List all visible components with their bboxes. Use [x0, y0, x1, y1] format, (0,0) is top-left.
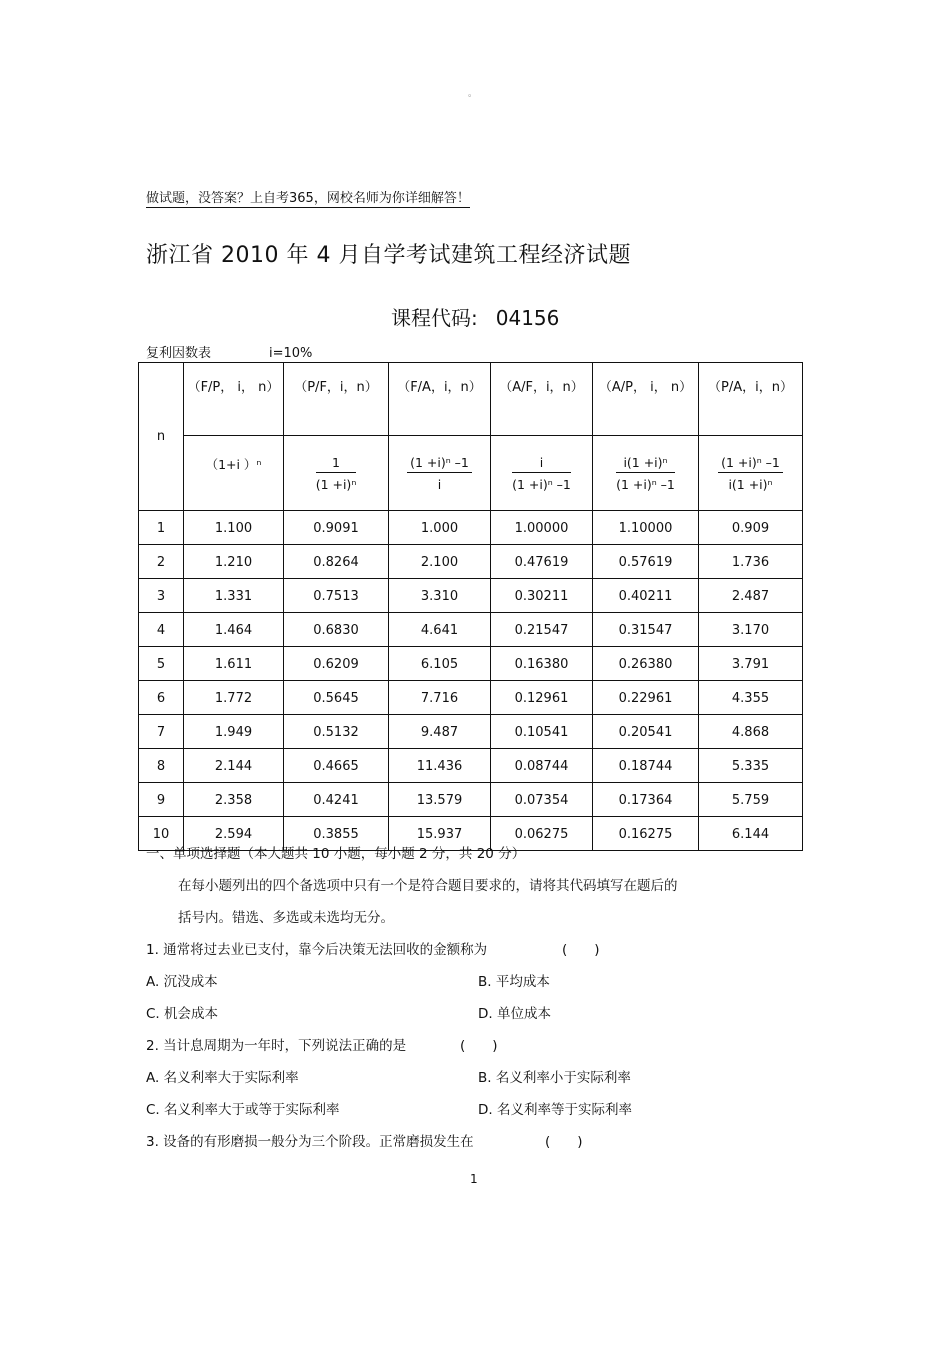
header-fa	[389, 363, 491, 436]
table-cell: 0.30211	[491, 579, 593, 613]
table-cell: 0.18744	[593, 749, 699, 783]
header-fp	[184, 363, 284, 436]
table-cell: 1.736	[699, 545, 803, 579]
table-cell: 0.6209	[284, 647, 389, 681]
numerator: i	[512, 455, 571, 473]
formula-fp-text: （1+i ）ⁿ	[205, 457, 262, 472]
table-cell: 0.26380	[593, 647, 699, 681]
n-header: n	[139, 363, 184, 511]
compound-interest-table	[138, 362, 803, 851]
page-number: 1	[470, 1172, 478, 1186]
question-1-option-c[interactable]: C. 机会成本	[146, 1006, 219, 1022]
table-cell: 13.579	[389, 783, 491, 817]
promo-banner[interactable]: 做试题，没答案？上自考365，网校名师为你详细解答！	[146, 187, 470, 208]
header-pa	[699, 363, 803, 436]
question-2-option-b[interactable]: B. 名义利率小于实际利率	[478, 1070, 631, 1086]
table-cell: 0.57619	[593, 545, 699, 579]
table-cell: 1.000	[389, 511, 491, 545]
question-2-stem: 2. 当计息周期为一年时，下列说法正确的是	[146, 1038, 407, 1054]
fraction	[512, 455, 571, 492]
table-cell: 3.170	[699, 613, 803, 647]
row-n-cell: 7	[139, 715, 184, 749]
numerator: 1	[316, 455, 357, 473]
table-cell: 0.10541	[491, 715, 593, 749]
question-1-option-d[interactable]: D. 单位成本	[478, 1006, 551, 1022]
table-cell: 4.641	[389, 613, 491, 647]
header-dot: 。	[468, 89, 478, 99]
question-3-stem: 3. 设备的有形磨损一般分为三个阶段。正常磨损发生在	[146, 1134, 474, 1150]
table-cell: 4.355	[699, 681, 803, 715]
table-caption	[146, 342, 312, 361]
table-cell: 0.31547	[593, 613, 699, 647]
table-cell: 0.40211	[593, 579, 699, 613]
question-1-option-a[interactable]: A. 沉没成本	[146, 974, 218, 990]
table-row	[139, 783, 803, 817]
table-row	[139, 681, 803, 715]
question-2-blank[interactable]: ( )	[460, 1038, 498, 1054]
table-cell: 0.22961	[593, 681, 699, 715]
table-cell: 1.210	[184, 545, 284, 579]
header-pa-name: （P/A，i，n）	[708, 380, 793, 395]
table-cell: 7.716	[389, 681, 491, 715]
table-rate: i=10%	[269, 346, 313, 361]
fraction	[407, 455, 472, 492]
table-cell: 1.00000	[491, 511, 593, 545]
row-n-cell: 9	[139, 783, 184, 817]
table-cell: 0.9091	[284, 511, 389, 545]
table-cell: 0.12961	[491, 681, 593, 715]
table-cell: 0.8264	[284, 545, 389, 579]
denominator: (1 +i)ⁿ –1	[616, 476, 675, 492]
table-cell: 1.611	[184, 647, 284, 681]
table-cell: 5.759	[699, 783, 803, 817]
table-cell: 0.06275	[491, 817, 593, 851]
table-cell: 2.594	[184, 817, 284, 851]
table-caption-title: 复利因数表	[146, 346, 212, 361]
page-title: 浙江省 2010 年 4 月自学考试建筑工程经济试题	[146, 243, 631, 268]
table-cell: 2.487	[699, 579, 803, 613]
table-cell: 0.16275	[593, 817, 699, 851]
table-cell: 11.436	[389, 749, 491, 783]
header-af-name: （A/F，i，n）	[499, 380, 584, 395]
table-cell: 0.20541	[593, 715, 699, 749]
numerator: (1 +i)ⁿ –1	[407, 455, 472, 473]
header-af	[491, 363, 593, 436]
table-cell: 1.100	[184, 511, 284, 545]
row-n-cell: 3	[139, 579, 184, 613]
table-cell: 1.464	[184, 613, 284, 647]
table-cell: 0.6830	[284, 613, 389, 647]
question-3-blank[interactable]: ( )	[545, 1134, 583, 1150]
row-n-cell: 10	[139, 817, 184, 851]
header-pf-name: （P/F，i，n）	[294, 380, 378, 395]
table-cell: 0.21547	[491, 613, 593, 647]
fraction	[616, 455, 675, 492]
table-cell: 0.5645	[284, 681, 389, 715]
numerator: (1 +i)ⁿ –1	[718, 455, 783, 473]
formula-pf	[284, 436, 389, 511]
header-fp-name: （F/P， i， n）	[187, 380, 280, 395]
formula-ap	[593, 436, 699, 511]
table-row	[139, 715, 803, 749]
table-cell: 6.105	[389, 647, 491, 681]
table-cell: 6.144	[699, 817, 803, 851]
table-cell: 1.331	[184, 579, 284, 613]
formula-af	[491, 436, 593, 511]
table-cell: 0.07354	[491, 783, 593, 817]
section-instruction-2: 括号内。错选、多选或未选均无分。	[178, 910, 394, 926]
denominator: i(1 +i)ⁿ	[728, 476, 773, 492]
question-1-blank[interactable]: ( )	[562, 942, 600, 958]
fraction	[718, 455, 783, 492]
course-code-label: 课程代码:	[391, 306, 478, 330]
section-heading: 一、单项选择题（本大题共 10 小题，每小题 2 分，共 20 分）	[146, 846, 526, 862]
row-n-cell: 5	[139, 647, 184, 681]
table-cell: 0.4665	[284, 749, 389, 783]
table-row	[139, 545, 803, 579]
table-cell: 2.144	[184, 749, 284, 783]
table-cell: 9.487	[389, 715, 491, 749]
row-n-cell: 2	[139, 545, 184, 579]
table-cell: 1.949	[184, 715, 284, 749]
question-1-option-b[interactable]: B. 平均成本	[478, 974, 550, 990]
table-cell: 4.868	[699, 715, 803, 749]
fraction	[316, 455, 357, 492]
row-n-cell: 8	[139, 749, 184, 783]
table-cell: 1.772	[184, 681, 284, 715]
table-cell: 0.5132	[284, 715, 389, 749]
table-cell: 1.10000	[593, 511, 699, 545]
denominator: i	[437, 476, 442, 492]
question-2-option-a[interactable]: A. 名义利率大于实际利率	[146, 1070, 299, 1086]
table-cell: 3.791	[699, 647, 803, 681]
table-cell: 15.937	[389, 817, 491, 851]
question-2-option-c[interactable]: C. 名义利率大于或等于实际利率	[146, 1102, 340, 1118]
table-cell: 0.08744	[491, 749, 593, 783]
table-cell: 3.310	[389, 579, 491, 613]
table-row	[139, 511, 803, 545]
formula-fa	[389, 436, 491, 511]
table-row	[139, 647, 803, 681]
table-cell: 5.335	[699, 749, 803, 783]
formula-pa	[699, 436, 803, 511]
row-n-cell: 4	[139, 613, 184, 647]
denominator: (1 +i)ⁿ	[315, 476, 357, 492]
table-cell: 0.4241	[284, 783, 389, 817]
header-ap	[593, 363, 699, 436]
table-header-row	[139, 363, 803, 436]
question-1-stem: 1. 通常将过去业已支付，靠今后决策无法回收的金额称为	[146, 942, 488, 958]
table-cell: 0.7513	[284, 579, 389, 613]
denominator: (1 +i)ⁿ –1	[512, 476, 571, 492]
table-cell: 0.3855	[284, 817, 389, 851]
table-row	[139, 613, 803, 647]
row-n-cell: 1	[139, 511, 184, 545]
header-ap-name: （A/P， i， n）	[598, 380, 693, 395]
table-cell: 0.17364	[593, 783, 699, 817]
section-instruction-1: 在每小题列出的四个备选项中只有一个是符合题目要求的，请将其代码填写在题后的	[178, 878, 678, 894]
table-cell: 2.100	[389, 545, 491, 579]
table-formula-row	[139, 436, 803, 511]
question-2-option-d[interactable]: D. 名义利率等于实际利率	[478, 1102, 632, 1118]
numerator: i(1 +i)ⁿ	[616, 455, 675, 473]
table-cell: 2.358	[184, 783, 284, 817]
table-body	[139, 511, 803, 851]
table-row	[139, 579, 803, 613]
formula-fp	[184, 436, 284, 511]
row-n-cell: 6	[139, 681, 184, 715]
course-code-value: 04156	[495, 306, 560, 330]
table-cell: 0.47619	[491, 545, 593, 579]
course-code	[391, 302, 559, 331]
table-cell: 0.16380	[491, 647, 593, 681]
table-row	[139, 749, 803, 783]
header-fa-name: （F/A，i，n）	[397, 380, 482, 395]
table-cell: 0.909	[699, 511, 803, 545]
header-pf	[284, 363, 389, 436]
